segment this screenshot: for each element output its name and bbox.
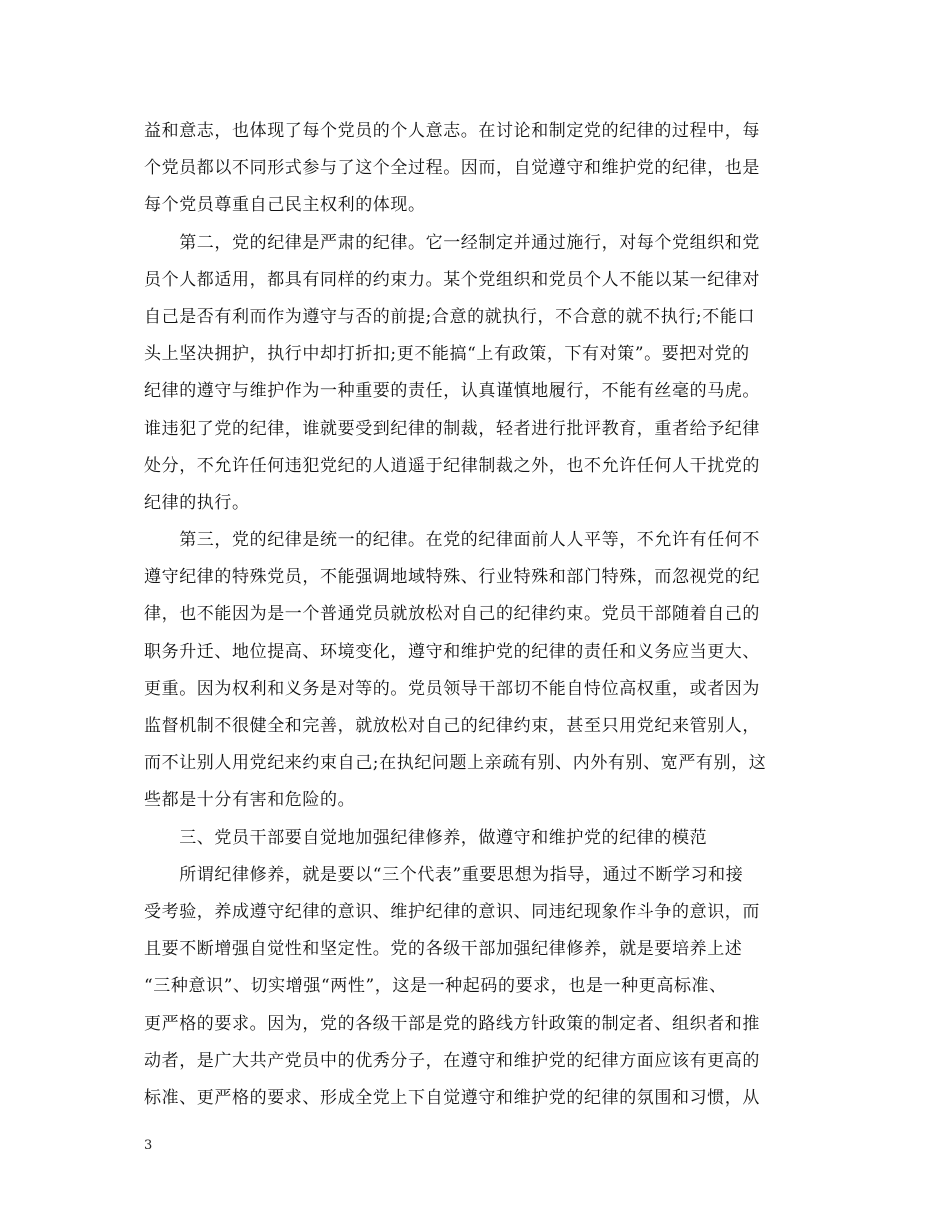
text-line: 员个人都适用，都具有同样的约束力。某个党组织和党员个人不能以某一纪律对: [144, 269, 760, 290]
text-line: 些都是十分有害和危险的。: [144, 790, 356, 811]
text-line: 纪律的执行。: [144, 492, 250, 513]
text-line: 更严格的要求。因为，党的各级干部是党的路线方针政策的制定者、组织者和推: [144, 1013, 760, 1034]
text-line: 且要不断增强自觉性和坚定性。党的各级干部加强纪律修养，就是要培养上述: [144, 939, 743, 960]
text-line: 动者，是广大共产党员中的优秀分子，在遵守和维护党的纪律方面应该有更高的: [144, 1050, 760, 1071]
text-line: 职务升迁、地位提高、环境变化，遵守和维护党的纪律的责任和义务应当更大、: [144, 641, 760, 662]
text-line: 受考验，养成遵守纪律的意识、维护纪律的意识、同违纪现象作斗争的意识，而: [144, 901, 760, 922]
text-line: 处分，不允许任何违犯党纪的人逍遥于纪律制裁之外，也不允许任何人干扰党的: [144, 455, 760, 476]
text-line: 益和意志，也体现了每个党员的个人意志。在讨论和制定党的纪律的过程中，每: [144, 121, 760, 141]
text-line: 所谓纪律修养，就是要以“三个代表”重要思想为指导，通过不断学习和接: [144, 864, 744, 885]
text-line: 纪律的遵守与维护作为一种重要的责任，认真谨慎地履行，不能有丝毫的马虎。: [144, 381, 760, 402]
text-line: 头上坚决拥护，执行中却打折扣;更不能搞“上有政策，下有对策”。要把对党的: [144, 344, 750, 365]
page-number: 3: [144, 1138, 153, 1153]
text-line: 遵守纪律的特殊党员，不能强调地域特殊、行业特殊和部门特殊，而忽视党的纪: [144, 567, 760, 588]
text-line: 每个党员尊重自己民主权利的体现。: [144, 195, 426, 216]
text-line: “三种意识”、切实增强“两性”，这是一种起码的要求，也是一种更高标准、: [144, 976, 727, 997]
text-line: 律，也不能因为是一个普通党员就放松对自己的纪律约束。党员干部随着自己的: [144, 604, 760, 625]
text-line: 谁违犯了党的纪律，谁就要受到纪律的制裁，轻者进行批评教育，重者给予纪律: [144, 418, 760, 439]
text-line: 更重。因为权利和义务是对等的。党员领导干部切不能自恃位高权重，或者因为: [144, 678, 760, 699]
body-text: [144, 113, 806, 1117]
text-line: 自己是否有利而作为遵守与否的前提;合意的就执行，不合意的就不执行;不能口: [144, 306, 756, 327]
text-line: 监督机制不很健全和完善，就放松对自己的纪律约束，甚至只用党纪来管别人，: [144, 716, 760, 736]
text-line: 而不让别人用党纪来约束自己;在执纪问题上亲疏有别、内外有别、宽严有别，这: [144, 753, 767, 774]
text-line: 标准、更严格的要求、形成全党上下自觉遵守和维护党的纪律的氛围和习惯，从: [144, 1087, 760, 1108]
text-line: 第三，党的纪律是统一的纪律。在党的纪律面前人人平等，不允许有任何不: [144, 530, 760, 551]
text-line: 个党员都以不同形式参与了这个全过程。因而，自觉遵守和维护党的纪律，也是: [144, 158, 760, 179]
section-heading: 三、党员干部要自觉地加强纪律修养，做遵守和维护党的纪律的模范: [144, 827, 708, 848]
text-line: 第二，党的纪律是严肃的纪律。它一经制定并通过施行，对每个党组织和党: [144, 232, 760, 253]
